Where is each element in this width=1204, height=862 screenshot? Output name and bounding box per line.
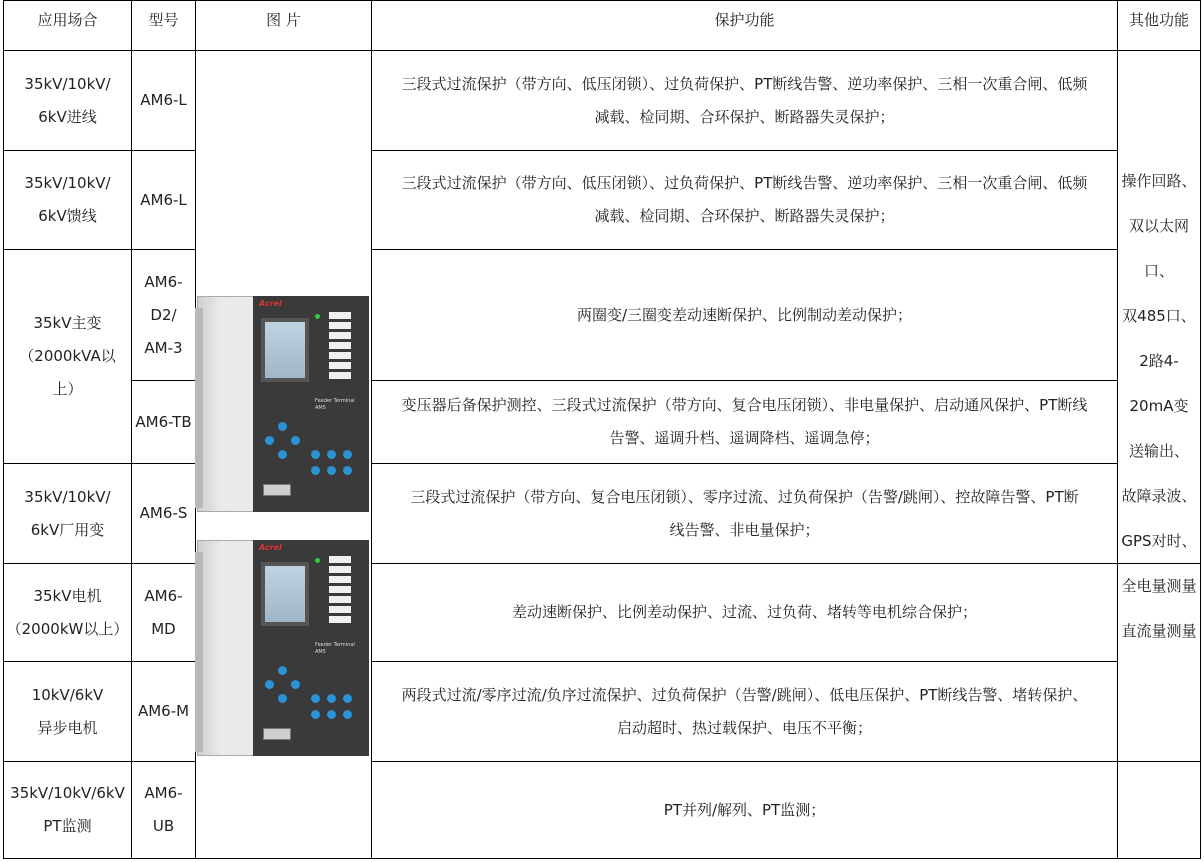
lcd-screen xyxy=(261,318,309,382)
brand-logo: Acrel xyxy=(259,299,282,308)
key-button xyxy=(291,680,300,689)
key-button xyxy=(265,436,274,445)
key-button xyxy=(311,450,320,459)
key-button xyxy=(343,694,352,703)
scenario-cell: 10kV/6kV 异步电机 xyxy=(31,685,104,737)
key-button xyxy=(278,666,287,675)
device-image xyxy=(197,540,369,756)
other-functions-cell: 操作回路、 双以太网 口、 双485口、 2路4- 20mA变 送输出、 故障录波、 GPS对时、 全电量测量 直流量测量 xyxy=(1121,171,1197,640)
scenario-cell: 35kV电机 （2000kW以上） xyxy=(6,586,129,638)
key-button xyxy=(278,422,287,431)
header-model: 型号 xyxy=(148,11,179,29)
model-cell: AM6-L xyxy=(140,91,187,109)
scenario-cell: 35kV/10kV/ 6kV馈线 xyxy=(24,174,111,225)
key-button xyxy=(327,466,336,475)
key-button xyxy=(291,436,300,445)
brand-logo: Acrel xyxy=(259,543,282,552)
model-cell: AM6-S xyxy=(139,504,188,522)
header-other: 其他功能 xyxy=(1128,11,1189,29)
key-button xyxy=(311,466,320,475)
row-divider xyxy=(3,858,1200,859)
scenario-cell: 35kV主变 （2000kVA以 上） xyxy=(19,314,116,398)
model-cell: AM6-L xyxy=(140,190,187,209)
key-button xyxy=(327,694,336,703)
device-image xyxy=(197,296,369,512)
key-button xyxy=(311,710,320,719)
serial-port xyxy=(263,728,291,740)
scenario-cell: 35kV/10kV/6kV PT监测 xyxy=(10,784,125,835)
key-button xyxy=(327,710,336,719)
protection-cell: 三段式过流保护（带方向、低压闭锁）、过负荷保护、PT断线告警、逆功率保护、三相一次重合闸、低频 减载、检同期、合环保护、断路器失灵保护； xyxy=(401,174,1088,225)
device-side xyxy=(195,308,203,508)
key-button xyxy=(278,450,287,459)
scenario-cell: 35kV/10kV/ 6kV厂用变 xyxy=(24,487,111,539)
device-side xyxy=(195,552,203,752)
model-cell: AM6-M xyxy=(137,702,190,720)
header-picture: 图 片 xyxy=(266,11,301,29)
key-button xyxy=(265,680,274,689)
indicator-labels xyxy=(329,312,351,382)
device-caption: Feeder Terminal AM5 xyxy=(315,642,355,655)
protection-cell: 差动速断保护、比例差动保护、过流、过负荷、堵转等电机综合保护； xyxy=(511,603,977,621)
protection-cell: 两圈变/三圈变差动速断保护、比例制动差动保护； xyxy=(576,305,913,324)
key-button xyxy=(311,694,320,703)
serial-port xyxy=(263,484,291,496)
key-button xyxy=(343,710,352,719)
key-button xyxy=(278,694,287,703)
protection-cell: PT并列/解列、PT监测； xyxy=(663,800,826,819)
model-cell: AM6-TB xyxy=(135,412,192,431)
model-cell: AM6- D2/ AM-3 xyxy=(144,272,183,357)
key-button xyxy=(343,450,352,459)
status-led xyxy=(315,558,320,563)
status-led xyxy=(315,314,320,319)
device-caption: Feeder Terminal AM5 xyxy=(315,398,355,411)
protection-cell: 变压器后备保护测控、三段式过流保护（带方向、复合电压闭锁）、非电量保护、启动通风保护、PT断线 告警、遥调升档、遥调降档、遥调急停； xyxy=(401,396,1088,447)
lcd-screen xyxy=(261,562,309,626)
column-divider xyxy=(1200,0,1201,859)
indicator-labels xyxy=(329,556,351,626)
model-cell: AM6- MD xyxy=(144,586,183,638)
header-scenario: 应用场合 xyxy=(37,11,98,29)
scenario-cell: 35kV/10kV/ 6kV进线 xyxy=(24,74,111,126)
protection-cell: 两段式过流/零序过流/负序过流保护、过负荷保护（告警/跳闸）、低电压保护、PT断线告警、堵转保护、 启动超时、热过载保护、电压不平衡； xyxy=(401,685,1088,737)
protection-cell: 三段式过流保护（带方向、复合电压闭锁）、零序过流、过负荷保护（告警/跳闸）、控故障告警、PT断 线告警、非电量保护； xyxy=(410,487,1079,539)
protection-cell: 三段式过流保护（带方向、低压闭锁）、过负荷保护、PT断线告警、逆功率保护、三相一次重合闸、低频 减载、检同期、合环保护、断路器失灵保护； xyxy=(401,74,1088,126)
key-button xyxy=(327,450,336,459)
header-protection: 保护功能 xyxy=(714,11,775,29)
key-button xyxy=(343,466,352,475)
model-cell: AM6- UB xyxy=(144,784,183,835)
